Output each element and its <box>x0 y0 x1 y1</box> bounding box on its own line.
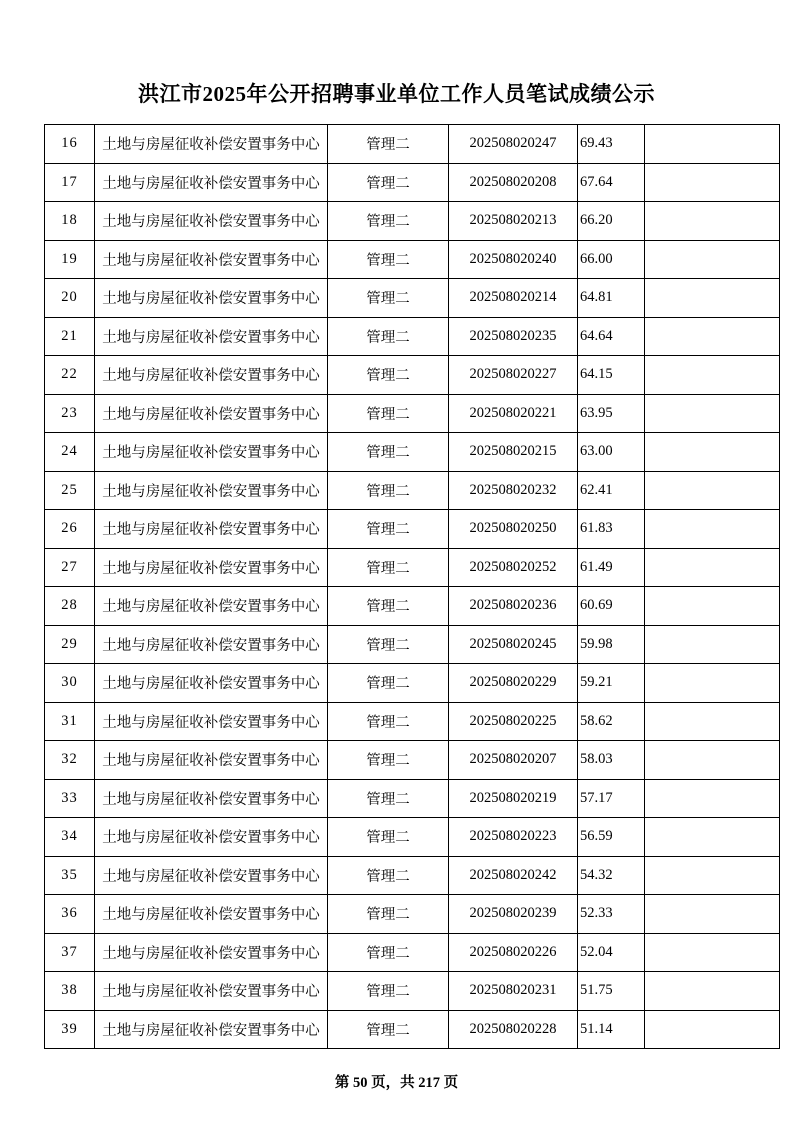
cell-score: 66.00 <box>578 240 645 279</box>
cell-note <box>645 702 780 741</box>
cell-post: 管理二 <box>328 972 449 1011</box>
cell-score: 51.14 <box>578 1010 645 1049</box>
cell-post: 管理二 <box>328 818 449 857</box>
cell-candidate-id: 202508020231 <box>449 972 578 1011</box>
cell-score: 64.64 <box>578 317 645 356</box>
cell-post: 管理二 <box>328 240 449 279</box>
cell-unit: 土地与房屋征收补偿安置事务中心 <box>95 625 328 664</box>
cell-unit: 土地与房屋征收补偿安置事务中心 <box>95 163 328 202</box>
cell-score: 61.49 <box>578 548 645 587</box>
table-row <box>45 471 780 510</box>
table-row <box>45 625 780 664</box>
cell-score: 54.32 <box>578 856 645 895</box>
cell-candidate-id: 202508020229 <box>449 664 578 703</box>
table-row <box>45 510 780 549</box>
cell-note <box>645 587 780 626</box>
cell-unit: 土地与房屋征收补偿安置事务中心 <box>95 818 328 857</box>
cell-unit: 土地与房屋征收补偿安置事务中心 <box>95 933 328 972</box>
cell-score: 52.04 <box>578 933 645 972</box>
cell-score: 69.43 <box>578 125 645 164</box>
cell-unit: 土地与房屋征收补偿安置事务中心 <box>95 356 328 395</box>
table-row <box>45 895 780 934</box>
cell-post: 管理二 <box>328 856 449 895</box>
table-row <box>45 548 780 587</box>
table-row <box>45 818 780 857</box>
cell-post: 管理二 <box>328 279 449 318</box>
cell-candidate-id: 202508020240 <box>449 240 578 279</box>
cell-post: 管理二 <box>328 125 449 164</box>
cell-score: 59.98 <box>578 625 645 664</box>
cell-candidate-id: 202508020235 <box>449 317 578 356</box>
cell-note <box>645 356 780 395</box>
cell-index: 32 <box>45 741 95 780</box>
cell-note <box>645 1010 780 1049</box>
cell-index: 31 <box>45 702 95 741</box>
cell-note <box>645 279 780 318</box>
cell-post: 管理二 <box>328 317 449 356</box>
cell-candidate-id: 202508020239 <box>449 895 578 934</box>
cell-note <box>645 240 780 279</box>
cell-note <box>645 972 780 1011</box>
cell-post: 管理二 <box>328 433 449 472</box>
cell-note <box>645 471 780 510</box>
cell-note <box>645 394 780 433</box>
cell-candidate-id: 202508020213 <box>449 202 578 241</box>
cell-unit: 土地与房屋征收补偿安置事务中心 <box>95 317 328 356</box>
cell-score: 59.21 <box>578 664 645 703</box>
table-body <box>45 125 780 1049</box>
cell-note <box>645 548 780 587</box>
cell-score: 64.81 <box>578 279 645 318</box>
cell-index: 16 <box>45 125 95 164</box>
cell-post: 管理二 <box>328 471 449 510</box>
cell-score: 57.17 <box>578 779 645 818</box>
cell-candidate-id: 202508020228 <box>449 1010 578 1049</box>
cell-candidate-id: 202508020225 <box>449 702 578 741</box>
cell-post: 管理二 <box>328 664 449 703</box>
cell-candidate-id: 202508020242 <box>449 856 578 895</box>
table-row <box>45 356 780 395</box>
cell-index: 19 <box>45 240 95 279</box>
cell-index: 28 <box>45 587 95 626</box>
cell-index: 36 <box>45 895 95 934</box>
cell-score: 67.64 <box>578 163 645 202</box>
cell-candidate-id: 202508020208 <box>449 163 578 202</box>
cell-note <box>645 779 780 818</box>
cell-note <box>645 895 780 934</box>
cell-unit: 土地与房屋征收补偿安置事务中心 <box>95 895 328 934</box>
cell-index: 39 <box>45 1010 95 1049</box>
cell-unit: 土地与房屋征收补偿安置事务中心 <box>95 702 328 741</box>
cell-post: 管理二 <box>328 587 449 626</box>
cell-unit: 土地与房屋征收补偿安置事务中心 <box>95 856 328 895</box>
table-row <box>45 741 780 780</box>
cell-note <box>645 202 780 241</box>
cell-unit: 土地与房屋征收补偿安置事务中心 <box>95 972 328 1011</box>
cell-post: 管理二 <box>328 202 449 241</box>
cell-index: 33 <box>45 779 95 818</box>
table-row <box>45 317 780 356</box>
cell-index: 29 <box>45 625 95 664</box>
cell-score: 60.69 <box>578 587 645 626</box>
cell-unit: 土地与房屋征收补偿安置事务中心 <box>95 279 328 318</box>
cell-score: 63.95 <box>578 394 645 433</box>
cell-unit: 土地与房屋征收补偿安置事务中心 <box>95 240 328 279</box>
cell-candidate-id: 202508020221 <box>449 394 578 433</box>
cell-note <box>645 741 780 780</box>
cell-unit: 土地与房屋征收补偿安置事务中心 <box>95 1010 328 1049</box>
table-row <box>45 972 780 1011</box>
cell-post: 管理二 <box>328 895 449 934</box>
cell-score: 63.00 <box>578 433 645 472</box>
cell-candidate-id: 202508020247 <box>449 125 578 164</box>
cell-note <box>645 933 780 972</box>
cell-note <box>645 317 780 356</box>
cell-index: 34 <box>45 818 95 857</box>
cell-index: 30 <box>45 664 95 703</box>
table-row <box>45 933 780 972</box>
table-row <box>45 702 780 741</box>
cell-score: 58.62 <box>578 702 645 741</box>
cell-index: 22 <box>45 356 95 395</box>
cell-candidate-id: 202508020227 <box>449 356 578 395</box>
cell-candidate-id: 202508020207 <box>449 741 578 780</box>
cell-index: 37 <box>45 933 95 972</box>
table-row <box>45 163 780 202</box>
cell-score: 52.33 <box>578 895 645 934</box>
cell-score: 66.20 <box>578 202 645 241</box>
cell-unit: 土地与房屋征收补偿安置事务中心 <box>95 202 328 241</box>
cell-unit: 土地与房屋征收补偿安置事务中心 <box>95 664 328 703</box>
cell-candidate-id: 202508020252 <box>449 548 578 587</box>
cell-candidate-id: 202508020236 <box>449 587 578 626</box>
cell-index: 23 <box>45 394 95 433</box>
cell-note <box>645 625 780 664</box>
table-row <box>45 240 780 279</box>
cell-index: 35 <box>45 856 95 895</box>
cell-post: 管理二 <box>328 779 449 818</box>
cell-unit: 土地与房屋征收补偿安置事务中心 <box>95 779 328 818</box>
score-table-container <box>0 124 793 1049</box>
cell-post: 管理二 <box>328 548 449 587</box>
cell-note <box>645 125 780 164</box>
cell-candidate-id: 202508020219 <box>449 779 578 818</box>
cell-note <box>645 664 780 703</box>
cell-post: 管理二 <box>328 741 449 780</box>
cell-score: 51.75 <box>578 972 645 1011</box>
cell-unit: 土地与房屋征收补偿安置事务中心 <box>95 394 328 433</box>
page-footer: 第 50 页，共 217 页 <box>334 1075 459 1091</box>
cell-unit: 土地与房屋征收补偿安置事务中心 <box>95 433 328 472</box>
cell-index: 27 <box>45 548 95 587</box>
exam-score-table <box>44 124 780 1049</box>
cell-index: 17 <box>45 163 95 202</box>
table-row <box>45 125 780 164</box>
table-row <box>45 202 780 241</box>
cell-post: 管理二 <box>328 933 449 972</box>
cell-candidate-id: 202508020245 <box>449 625 578 664</box>
table-row <box>45 433 780 472</box>
cell-note <box>645 856 780 895</box>
cell-candidate-id: 202508020215 <box>449 433 578 472</box>
cell-unit: 土地与房屋征收补偿安置事务中心 <box>95 125 328 164</box>
cell-candidate-id: 202508020226 <box>449 933 578 972</box>
table-row <box>45 587 780 626</box>
cell-unit: 土地与房屋征收补偿安置事务中心 <box>95 741 328 780</box>
cell-note <box>645 818 780 857</box>
cell-index: 21 <box>45 317 95 356</box>
page-title: 洪江市2025年公开招聘事业单位工作人员笔试成绩公示 <box>138 82 655 106</box>
table-row <box>45 1010 780 1049</box>
cell-unit: 土地与房屋征收补偿安置事务中心 <box>95 548 328 587</box>
cell-score: 58.03 <box>578 741 645 780</box>
table-row <box>45 856 780 895</box>
cell-unit: 土地与房屋征收补偿安置事务中心 <box>95 587 328 626</box>
cell-post: 管理二 <box>328 356 449 395</box>
cell-unit: 土地与房屋征收补偿安置事务中心 <box>95 471 328 510</box>
cell-score: 64.15 <box>578 356 645 395</box>
table-row <box>45 664 780 703</box>
cell-note <box>645 510 780 549</box>
cell-score: 56.59 <box>578 818 645 857</box>
cell-post: 管理二 <box>328 163 449 202</box>
cell-candidate-id: 202508020232 <box>449 471 578 510</box>
cell-index: 25 <box>45 471 95 510</box>
cell-post: 管理二 <box>328 510 449 549</box>
cell-score: 61.83 <box>578 510 645 549</box>
cell-index: 26 <box>45 510 95 549</box>
cell-post: 管理二 <box>328 625 449 664</box>
cell-index: 24 <box>45 433 95 472</box>
cell-candidate-id: 202508020250 <box>449 510 578 549</box>
cell-candidate-id: 202508020223 <box>449 818 578 857</box>
cell-post: 管理二 <box>328 394 449 433</box>
cell-score: 62.41 <box>578 471 645 510</box>
cell-post: 管理二 <box>328 1010 449 1049</box>
table-row <box>45 279 780 318</box>
cell-index: 20 <box>45 279 95 318</box>
cell-unit: 土地与房屋征收补偿安置事务中心 <box>95 510 328 549</box>
cell-note <box>645 163 780 202</box>
cell-index: 18 <box>45 202 95 241</box>
table-row <box>45 394 780 433</box>
cell-note <box>645 433 780 472</box>
cell-candidate-id: 202508020214 <box>449 279 578 318</box>
table-row <box>45 779 780 818</box>
cell-index: 38 <box>45 972 95 1011</box>
cell-post: 管理二 <box>328 702 449 741</box>
